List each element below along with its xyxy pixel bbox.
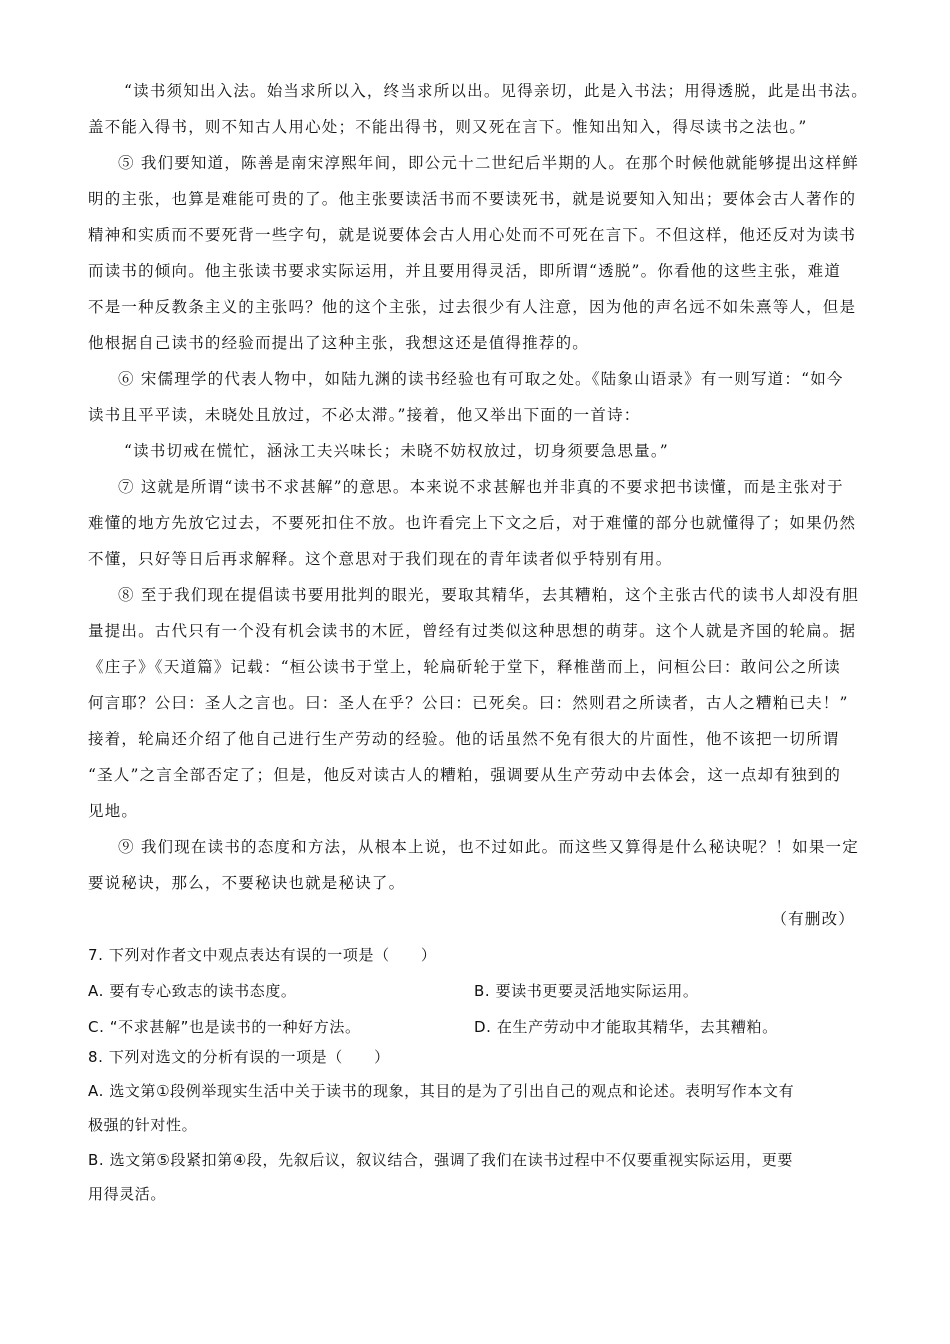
passage-line: 量提出。古代只有一个没有机会读书的木匠，曾经有过类似这种思想的萌芽。这个人就是齐国的轮扁。据 bbox=[88, 622, 857, 640]
passage-line: 何言耶？公曰：圣人之言也。曰：圣人在乎？公曰：已死矣。曰：然则君之所读者，古人之糟粕已夫！” bbox=[88, 694, 849, 712]
passage-line: 不是一种反教条主义的主张吗？他的这个主张，过去很少有人注意，因为他的声名远不如朱熹等人，但是 bbox=[88, 298, 857, 316]
source-note: （有删改） bbox=[771, 910, 855, 928]
question-8-option-a-cont: 极强的针对性。 bbox=[88, 1116, 198, 1134]
passage-line: ⑥ 宋儒理学的代表人物中，如陆九渊的读书经验也有可取之处。《陆象山语录》有一则写道：“如今 bbox=[118, 370, 844, 388]
question-8-option-a: A. 选文第①段例举现实生活中关于读书的现象，其目的是为了引出自己的观点和论述。表明写作本文有 bbox=[88, 1082, 795, 1100]
passage-line: 要说秘诀，那么，不要秘诀也就是秘诀了。 bbox=[88, 874, 406, 892]
passage-line: 读书且平平读，未晓处且放过，不必太滞。”接着，他又举出下面的一首诗： bbox=[88, 406, 641, 424]
question-7-option-b: B. 要读书更要灵活地实际运用。 bbox=[474, 982, 699, 1000]
passage-line: 《庄子》《天道篇》记载：“桓公读书于堂上，轮扁斫轮于堂下，释椎凿而上，问桓公曰：敢问公之所读 bbox=[88, 658, 841, 676]
passage-line: 接着，轮扁还介绍了他自己进行生产劳动的经验。他的话虽然不免有很大的片面性，他不该把一切所谓 bbox=[88, 730, 840, 748]
passage-line: 盖不能入得书，则不知古人用心处；不能出得书，则又死在言下。惟知出知入，得尽读书之法也。” bbox=[88, 118, 808, 136]
passage-line: 他根据自己读书的经验而提出了这种主张，我想这还是值得推荐的。 bbox=[88, 334, 590, 352]
question-7-option-a: A. 要有专心致志的读书态度。 bbox=[88, 982, 297, 1000]
passage-line: 精神和实质而不要死背一些字句，就是说要体会古人用心处而不可死在言下。不但这样，他还反对为读书 bbox=[88, 226, 857, 244]
passage-line: ⑨ 我们现在读书的态度和方法，从根本上说，也不过如此。而这些又算得是什么秘诀呢？！如果一定 bbox=[118, 838, 859, 856]
passage-line: ⑧ 至于我们现在提倡读书要用批判的眼光，要取其精华，去其糟粕，这个主张古代的读书人却没有胆 bbox=[118, 586, 859, 604]
passage-line: “读书须知出入法。始当求所以入，终当求所以出。见得亲切，此是入书法；用得透脱，此是出书法。 bbox=[124, 82, 868, 100]
poem-line: “读书切戒在慌忙，涵泳工夫兴味长；未晓不妨权放过，切身须要急思量。” bbox=[124, 442, 669, 460]
question-7-option-d: D. 在生产劳动中才能取其精华，去其糟粕。 bbox=[474, 1018, 778, 1036]
passage-line: 难懂的地方先放它过去，不要死扣住不放。也许看完上下文之后，对于难懂的部分也就懂得了；如果仍然 bbox=[88, 514, 857, 532]
question-8-option-b-cont: 用得灵活。 bbox=[88, 1185, 167, 1203]
passage-line: 而读书的倾向。他主张读书要求实际运用，并且要用得灵活，即所谓“透脱”。你看他的这些主张，难道 bbox=[88, 262, 842, 280]
passage-line: ⑤ 我们要知道，陈善是南宋淳熙年间，即公元十二世纪后半期的人。在那个时候他就能够提出这样鲜 bbox=[118, 154, 859, 172]
passage-line: “圣人”之言全部否定了；但是，他反对读古人的糟粕，强调要从生产劳动中去体会，这一点却有独到的 bbox=[88, 766, 842, 784]
question-7-option-c: C. “不求甚解”也是读书的一种好方法。 bbox=[88, 1018, 361, 1036]
passage-line: ⑦ 这就是所谓“读书不求甚解”的意思。本来说不求甚解也并非真的不要求把书读懂，而是主张对于 bbox=[118, 478, 844, 496]
passage-line: 见地。 bbox=[88, 802, 139, 820]
question-8-option-b: B. 选文第⑤段紧扣第④段，先叙后议，叙议结合，强调了我们在读书过程中不仅要重视实际运用，更要 bbox=[88, 1151, 793, 1169]
passage-line: 不懂，只好等日后再求解释。这个意思对于我们现在的青年读者似乎特别有用。 bbox=[88, 550, 673, 568]
passage-line: 明的主张，也算是难能可贵的了。他主张要读活书而不要读死书，就是说要知入知出；要体会古人著作的 bbox=[88, 190, 857, 208]
question-7-stem: 7. 下列对作者文中观点表达有误的一项是（ ） bbox=[88, 946, 437, 964]
question-8-stem: 8. 下列对选文的分析有误的一项是（ ） bbox=[88, 1048, 390, 1066]
